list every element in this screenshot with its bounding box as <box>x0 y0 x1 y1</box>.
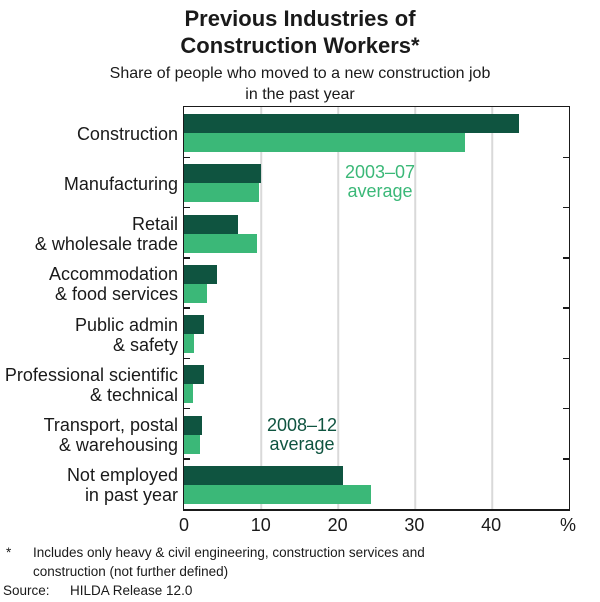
bar-manufacturing-2008-12-average <box>184 164 261 183</box>
bar-public-admin-2008-12-average <box>184 315 204 334</box>
bar-professional-scientific-2003-07-average <box>184 384 193 403</box>
category-boundary-tick <box>563 358 569 360</box>
x-axis-unit-label: % <box>559 515 577 535</box>
category-boundary-tick <box>184 157 190 159</box>
chart-subtitle-line2: in the past year <box>245 86 355 103</box>
category-boundary-tick <box>563 157 569 159</box>
category-label-line: & safety <box>112 334 178 355</box>
chart-title <box>0 5 600 59</box>
category-label-line: Public admin <box>74 314 178 335</box>
bar-retail-2003-07-average <box>184 234 257 253</box>
x-tick-label-30: 30 <box>404 515 425 535</box>
bar-professional-scientific-2008-12-average <box>184 365 204 384</box>
x-tick-label-10: 10 <box>250 515 271 535</box>
plot-area <box>183 106 570 511</box>
x-axis <box>178 515 577 537</box>
bar-transport-postal-2003-07-average <box>184 435 200 454</box>
category-label-line: Not employed <box>66 465 178 486</box>
category-label-line: in past year <box>84 485 178 506</box>
category-label-construction <box>0 114 178 154</box>
category-label-manufacturing <box>0 164 178 204</box>
category-label-line: & food services <box>54 284 178 305</box>
source-label: Source: <box>3 583 50 598</box>
footnote-line2: construction (not further defined) <box>33 563 229 579</box>
footnote-line1: Includes only heavy & civil engineering, construction services and <box>33 545 425 560</box>
category-boundary-tick <box>184 307 190 309</box>
legend-annotation-2003-07-line2: average <box>347 181 413 201</box>
category-boundary-tick <box>184 408 190 410</box>
category-boundary-tick <box>184 207 190 209</box>
category-boundary-tick <box>563 307 569 309</box>
category-label-retail <box>0 214 178 254</box>
bar-not-employed-2003-07-average <box>184 485 371 504</box>
x-tick-label-0: 0 <box>178 515 190 535</box>
category-label-not-employed <box>0 465 178 505</box>
category-label-public-admin <box>0 315 178 355</box>
category-boundary-tick <box>563 458 569 460</box>
category-label-line: Accommodation <box>48 264 178 285</box>
bar-transport-postal-2008-12-average <box>184 416 202 435</box>
footnote-marker: * <box>6 545 12 560</box>
chart-subtitle <box>0 63 600 105</box>
legend-annotation-2008-12 <box>267 416 337 454</box>
category-boundary-tick <box>563 257 569 259</box>
category-boundary-tick <box>184 458 190 460</box>
category-label-professional-scientific <box>0 365 178 405</box>
category-label-line: & warehousing <box>58 435 178 455</box>
source-text: HILDA Release 12.0 <box>70 583 193 598</box>
bar-not-employed-2008-12-average <box>184 466 343 485</box>
category-boundary-tick <box>563 408 569 410</box>
bar-accommodation-2008-12-average <box>184 265 217 284</box>
category-label-line: Transport, postal <box>43 415 178 435</box>
bar-construction-2008-12-average <box>184 114 519 133</box>
category-label-transport-postal <box>0 415 178 455</box>
category-label-line: Professional scientific <box>4 364 178 385</box>
x-tick-label-20: 20 <box>327 515 348 535</box>
legend-annotation-2003-07-line1: 2003–07 <box>344 162 416 182</box>
category-boundary-tick <box>563 207 569 209</box>
category-label-line: Construction <box>76 123 178 144</box>
legend-annotation-2003-07 <box>345 163 415 201</box>
chart-title-line2: Construction Workers* <box>180 33 420 58</box>
category-boundary-tick <box>184 358 190 360</box>
category-axis-labels <box>0 106 181 511</box>
category-label-line: & wholesale trade <box>34 234 178 254</box>
category-label-accommodation <box>0 264 178 304</box>
chart-title-line1: Previous Industries of <box>184 6 416 31</box>
bar-public-admin-2003-07-average <box>184 334 194 353</box>
bar-retail-2008-12-average <box>184 215 238 234</box>
x-tick-label-40: 40 <box>481 515 502 535</box>
category-label-line: Manufacturing <box>63 173 178 194</box>
footnote-text <box>33 544 425 581</box>
bar-accommodation-2003-07-average <box>184 284 207 303</box>
chart-subtitle-line1: Share of people who moved to a new construction job <box>109 65 491 82</box>
gridline-40 <box>491 107 493 509</box>
category-label-line: & technical <box>89 384 178 405</box>
bar-construction-2003-07-average <box>184 133 465 152</box>
category-boundary-tick <box>184 257 190 259</box>
legend-annotation-2008-12-line1: 2008–12 <box>266 415 338 435</box>
legend-annotation-2008-12-line2: average <box>269 434 335 454</box>
category-label-line: Retail <box>131 214 178 234</box>
gridline-20 <box>337 107 339 509</box>
bar-manufacturing-2003-07-average <box>184 183 259 202</box>
